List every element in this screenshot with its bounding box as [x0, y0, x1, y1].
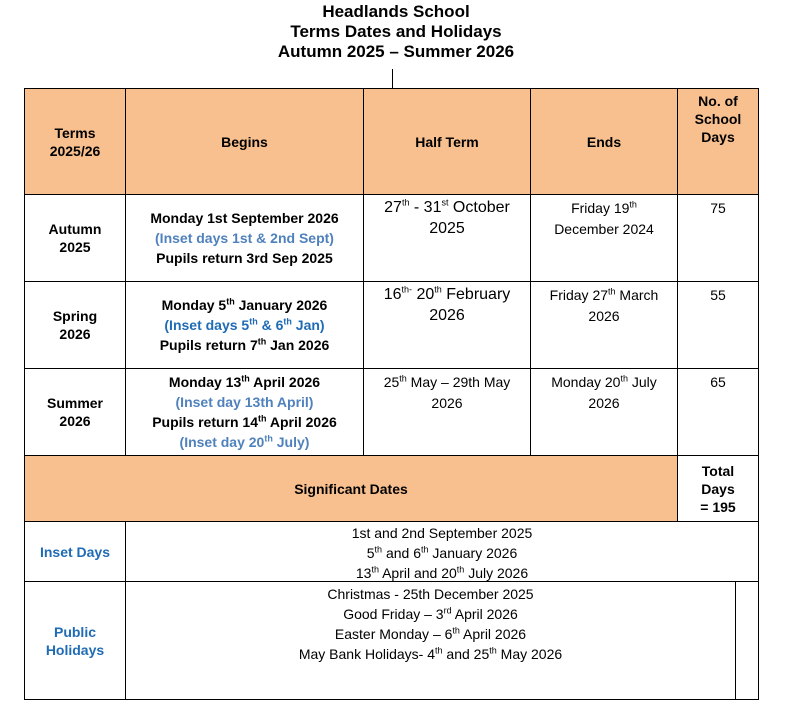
ends-autumn: Friday 19th December 2024: [530, 194, 678, 282]
ends-summer: Monday 20th July 2026: [530, 368, 678, 456]
academic-year: Autumn 2025 – Summer 2026: [277, 42, 515, 61]
begins-spring: Monday 5th January 2026 (Inset days 5th & 6th Jan) Pupils return 7th Jan 2026: [125, 281, 364, 369]
total-days: Total Days = 195: [677, 455, 759, 522]
significant-dates-header: Significant Dates: [24, 455, 678, 522]
header-terms: Terms 2025/26: [24, 88, 126, 195]
days-spring: 55: [677, 281, 759, 369]
school-name: Headlands School: [322, 2, 470, 21]
header-half-term: Half Term: [363, 88, 531, 195]
ends-spring: Friday 27th March 2026: [530, 281, 678, 369]
public-holidays-label: Public Holidays: [24, 581, 126, 700]
half-term-summer: 25th May – 29th May 2026: [363, 368, 531, 456]
page-title: [0, 2, 792, 62]
begins-autumn: Monday 1st September 2026 (Inset days 1st & 2nd Sept) Pupils return 3rd Sep 2025: [125, 194, 364, 282]
half-term-spring: $16^{th-}$ 20th February 2026: [363, 281, 531, 369]
half-term-autumn: 27th - 31st October 2025: [363, 194, 531, 282]
header-school-days: No. of School Days: [677, 88, 759, 195]
term-summer: Summer 2026: [24, 368, 126, 456]
document-title: Terms Dates and Holidays: [290, 22, 502, 41]
inset-days-list: 1st and 2nd September 2025 5th and 6th January 2026 13th April and 20th July 2026: [125, 521, 759, 582]
days-autumn: 75: [677, 194, 759, 282]
public-holidays-empty-cell: [735, 581, 759, 700]
header-begins: Begins: [125, 88, 364, 195]
public-holidays-list: Christmas - 25th December 2025 Good Friday – 3rd April 2026 Easter Monday – 6th April 2026 May Bank Holidays- 4th and 25th May 2026: [125, 581, 736, 700]
divider: [392, 69, 393, 88]
term-autumn: Autumn 2025: [24, 194, 126, 282]
term-spring: Spring 2026: [24, 281, 126, 369]
header-ends: Ends: [530, 88, 678, 195]
inset-days-label: Inset Days: [24, 521, 126, 582]
days-summer: 65: [677, 368, 759, 456]
begins-summer: Monday 13th April 2026 (Inset day 13th April) Pupils return 14th April 2026 (Inset day 20th July): [125, 368, 364, 456]
